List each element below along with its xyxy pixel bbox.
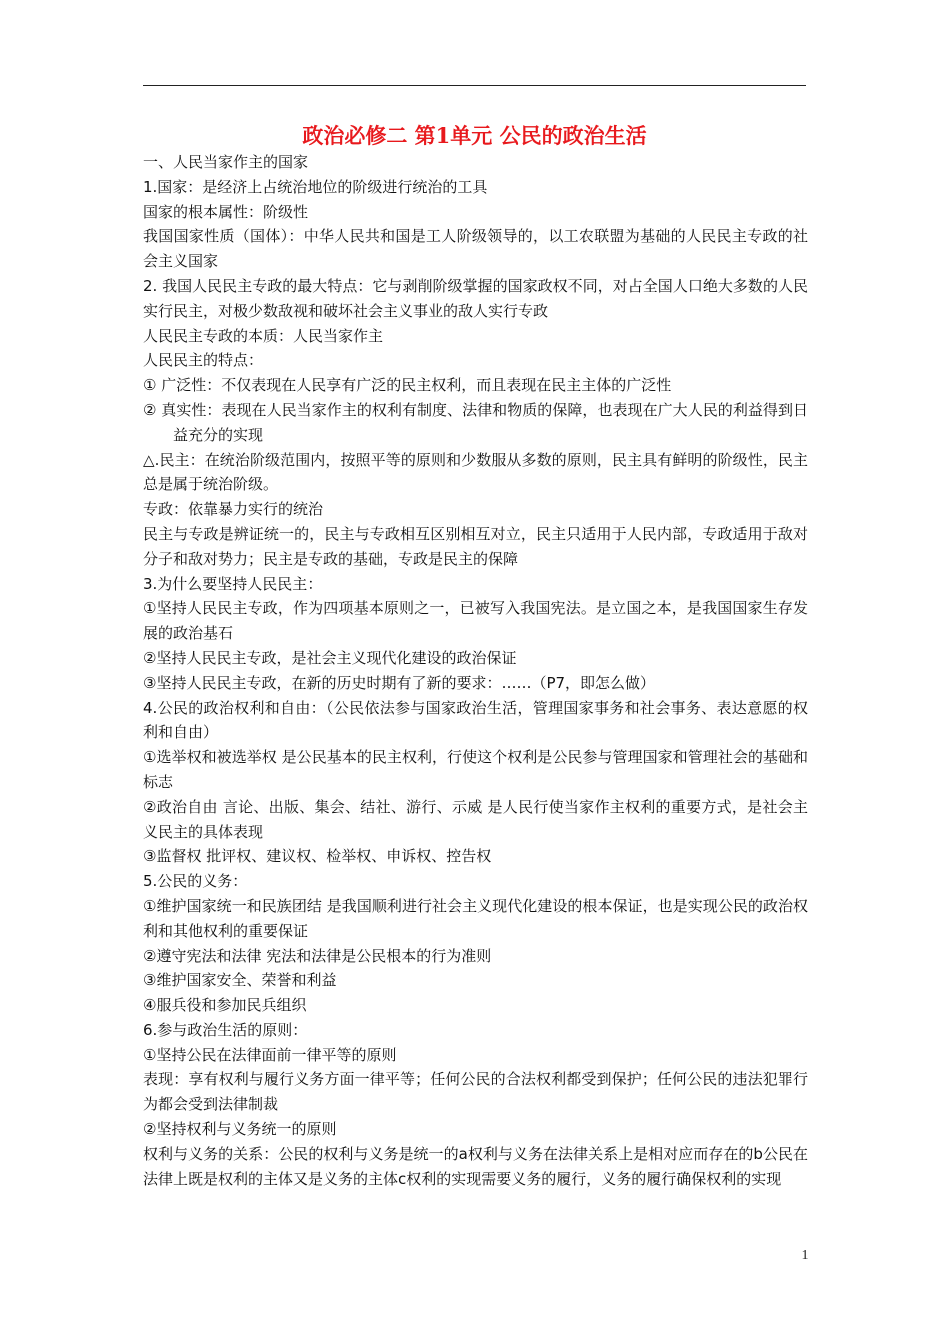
header-rule (143, 85, 806, 86)
list-item: ②政治自由 言论、出版、集会、结社、游行、示威 是人民行使当家作主权利的重要方式，是社会主义民主的具体表现 (143, 797, 808, 841)
document-body (143, 150, 808, 1191)
list-item: ②遵守宪法和法律 宪法和法律是公民根本的行为准则 (143, 946, 492, 965)
paragraph: 5.公民的义务： (143, 872, 248, 891)
paragraph: 1.国家：是经济上占统治地位的阶级进行统治的工具 (143, 177, 488, 196)
paragraph: 权利与义务的关系：公民的权利与义务是统一的a权利与义务在法律关系上是相对应而存在的b公民在法律上既是权利的主体又是义务的主体c权利的实现需要义务的履行，义务的履行确保权利的实现 (143, 1144, 808, 1188)
paragraph: 3.为什么要坚持人民民主： (143, 574, 323, 593)
paragraph: △.民主：在统治阶级范围内，按照平等的原则和少数服从多数的原则，民主具有鲜明的阶级性，民主总是属于统治阶级。 (143, 450, 808, 494)
list-item: ①选举权和被选举权 是公民基本的民主权利，行使这个权利是公民参与管理国家和管理社会的基础和标志 (143, 748, 808, 791)
paragraph: 我国国家性质（国体）：中华人民共和国是工人阶级领导的，以工农联盟为基础的人民民主专政的社会主义国家 (143, 227, 808, 271)
paragraph: 人民民主的特点： (143, 351, 264, 370)
paragraph: 民主与专政是辨证统一的，民主与专政相互区别相互对立，民主只适用于人民内部，专政适用于敌对分子和敌对势力；民主是专政的基础，专政是民主的保障 (143, 524, 808, 568)
list-item: ①坚持人民民主专政，作为四项基本原则之一，已被写入我国宪法。是立国之本，是我国国家生存发展的政治基石 (143, 599, 808, 643)
list-item: ③坚持人民民主专政，在新的历史时期有了新的要求：……（P7，即怎么做） (143, 673, 656, 692)
list-item: ② 真实性：表现在人民当家作主的权利有制度、法律和物质的保障，也表现在广大人民的利益得到日益充分的实现 (143, 400, 808, 444)
paragraph: 4.公民的政治权利和自由：（公民依法参与国家政治生活，管理国家事务和社会事务、表达意愿的权利和自由） (143, 698, 808, 742)
page-title: 政治必修二 第1单元 公民的政治生活 (302, 123, 647, 148)
paragraph: 国家的根本属性：阶级性 (143, 202, 309, 221)
list-item: ②坚持权利与义务统一的原则 (143, 1120, 337, 1139)
paragraph: 6.参与政治生活的原则： (143, 1020, 308, 1039)
paragraph: 2. 我国人民民主专政的最大特点：它与剥削阶级掌握的国家政权不同，对占全国人口绝大多数的人民实行民主，对极少数敌视和破坏社会主义事业的敌人实行专政 (143, 276, 808, 320)
list-item: ①维护国家统一和民族团结 是我国顺利进行社会主义现代化建设的根本保证，也是实现公民的政治权利和其他权利的重要保证 (143, 896, 808, 940)
list-item: ④服兵役和参加民兵组织 (143, 996, 307, 1015)
list-item: ③监督权 批评权、建议权、检举权、申诉权、控告权 (143, 847, 492, 866)
list-item: ① 广泛性：不仅表现在人民享有广泛的民主权利，而且表现在民主主体的广泛性 (143, 376, 672, 395)
paragraph: 专政：依靠暴力实行的统治 (143, 500, 324, 519)
list-item: ③维护国家安全、荣誉和利益 (143, 971, 337, 990)
paragraph: 表现：享有权利与履行义务方面一律平等；任何公民的合法权利都受到保护；任何公民的违法犯罪行为都会受到法律制裁 (143, 1070, 808, 1114)
list-item: ①坚持公民在法律面前一律平等的原则 (143, 1045, 397, 1064)
paragraph: 人民民主专政的本质：人民当家作主 (143, 326, 384, 345)
section-heading: 一、人民当家作主的国家 (143, 153, 309, 171)
page-number: 1 (801, 1248, 809, 1263)
list-item: ②坚持人民民主专政，是社会主义现代化建设的政治保证 (143, 648, 517, 667)
